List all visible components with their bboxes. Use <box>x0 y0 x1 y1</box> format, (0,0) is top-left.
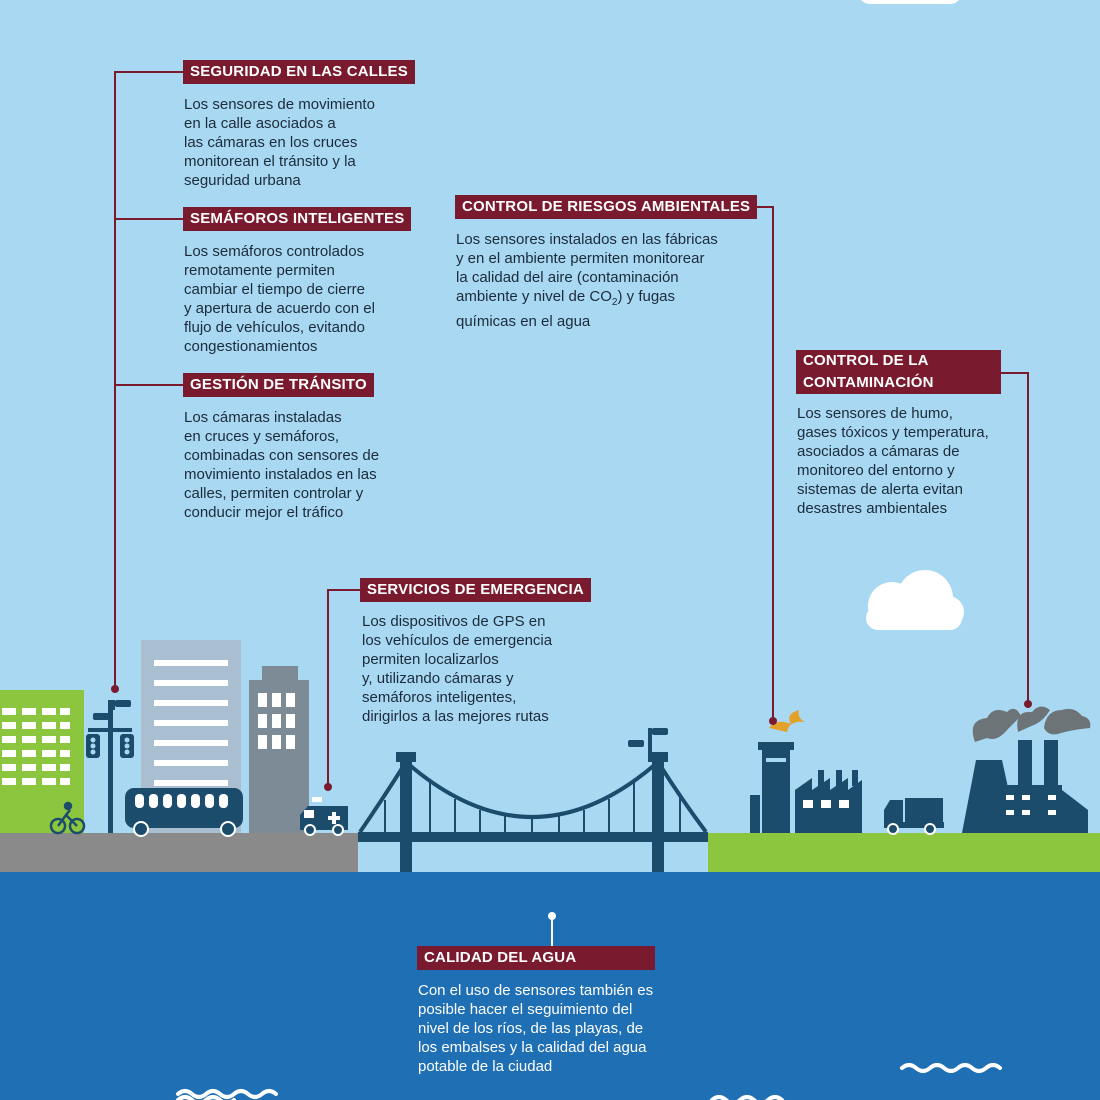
co2-subscript: 2 <box>611 297 618 308</box>
pollution-title: CONTROL DE LA CONTAMINACIÓN <box>796 350 1001 394</box>
pollution-text: Los sensores de humo, gases tóxicos y temperatura, asociados a cámaras de monitoreo del entorno y sistemas de alerta evitan desastres ambientales <box>797 405 989 517</box>
green-building <box>0 690 84 833</box>
traffic-management-text: Los cámaras instaladas en cruces y semáforos, combinadas con sensores de movimiento instalados en las calles, permiten controlar y conducir mejor el tráfico <box>184 409 380 521</box>
street-security-title: SEGURIDAD EN LAS CALLES <box>183 60 415 84</box>
street-security-text: Los sensores de movimiento en la calle asociados a las cámaras en los cruces monitorean el tránsito y la seguridad urbana <box>184 96 375 189</box>
env-risk-title: CONTROL DE RIESGOS AMBIENTALES <box>455 195 757 219</box>
road <box>0 833 358 873</box>
emergency-text: Los dispositivos de GPS en los vehículos de emergencia permiten localizarlos y, utilizando cámaras y semáforos inteligentes, dirigirlos a las mejores rutas <box>362 613 553 725</box>
water-quality-title: CALIDAD DEL AGUA <box>417 946 655 970</box>
gray-building <box>249 666 309 833</box>
traffic-management-title: GESTIÓN DE TRÁNSITO <box>183 373 374 397</box>
cloud-top <box>858 0 962 4</box>
smart-lights-text: Los semáforos controlados remotamente permiten cambiar el tiempo de cierre y apertura de acuerdo con el flujo de vehículos, evitando congestionamientos <box>184 243 375 355</box>
smart-lights-title: SEMÁFOROS INTELIGENTES <box>183 207 411 231</box>
grass <box>708 833 1100 873</box>
env-risk-text-after: ) y fugas químicas en el agua <box>456 288 676 330</box>
emergency-title: SERVICIOS DE EMERGENCIA <box>360 578 591 602</box>
water-quality-text: Con el uso de sensores también es posible hacer el seguimiento del nivel de los ríos, de las playas, de los embalses y la calidad del agua potable de la ciudad <box>418 982 654 1075</box>
env-risk-text-before: Los sensores instalados en las fábricas y en el ambiente permiten monitorear la calidad del aire (contaminación ambiente y nivel de CO <box>456 231 718 305</box>
env-risk-text <box>456 230 718 331</box>
